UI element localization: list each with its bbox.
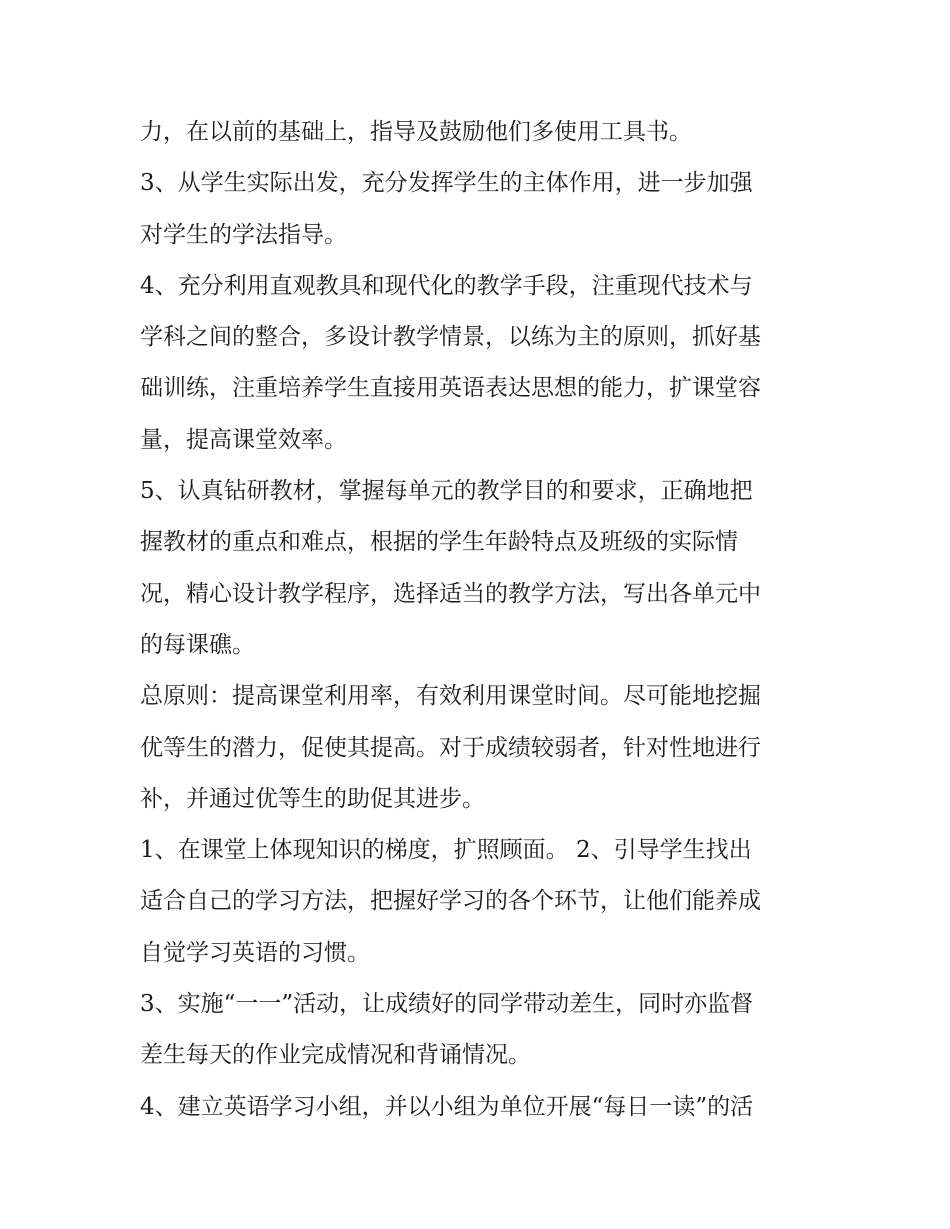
text-line: 学科之间的整合，多设计教学情景，以练为主的原则，抓好基 — [140, 324, 761, 351]
text-line: 础训练，注重培养学生直接用英语表达思想的能力，扩课堂容 — [140, 375, 761, 402]
text-line: 补，并通过优等生的助促其进步。 — [140, 785, 485, 812]
text-line: 差生每天的作业完成情况和背诵情况。 — [140, 1042, 531, 1069]
text-line: 3、实施“一一”活动，让成绩好的同学带动差生，同时亦监督 — [140, 991, 754, 1018]
text-line: 量，提高课堂效率。 — [140, 426, 347, 453]
text-line: 况，精心设计教学程序，选择适当的教学方法，写出各单元中 — [140, 580, 761, 607]
text-line: 优等生的潜力，促使其提高。对于成绩较弱者，针对性地进行 — [140, 734, 761, 761]
document-body — [140, 107, 820, 1133]
text-line: 适合自己的学习方法，把握好学习的各个环节，让他们能养成 — [140, 888, 761, 915]
text-line: 力，在以前的基础上，指导及鼓励他们多使用工具书。 — [140, 119, 692, 145]
text-line: 自觉学习英语的习惯。 — [140, 939, 370, 966]
text-line: 1、在课堂上体现知识的梯度，扩照顾面。 2、引导学生找出 — [140, 837, 752, 864]
text-line: 对学生的学法指导。 — [140, 221, 347, 248]
text-line: 4、充分利用直观教具和现代化的教学手段，注重现代技术与 — [140, 272, 753, 299]
text-line: 握教材的重点和难点，根据的学生年龄特点及班级的实际情 — [140, 529, 738, 556]
text-line: 3、从学生实际出发，充分发挥学生的主体作用，进一步加强 — [140, 170, 753, 197]
text-line: 的每课礁。 — [140, 631, 255, 658]
text-line: 4、建立英语学习小组，并以小组为单位开展“每日一读”的活 — [140, 1093, 754, 1120]
text-line: 总原则：提高课堂利用率，有效利用课堂时间。尽可能地挖掘 — [140, 683, 761, 710]
text-line: 5、认真钻研教材，掌握每单元的教学目的和要求，正确地把 — [140, 478, 753, 505]
